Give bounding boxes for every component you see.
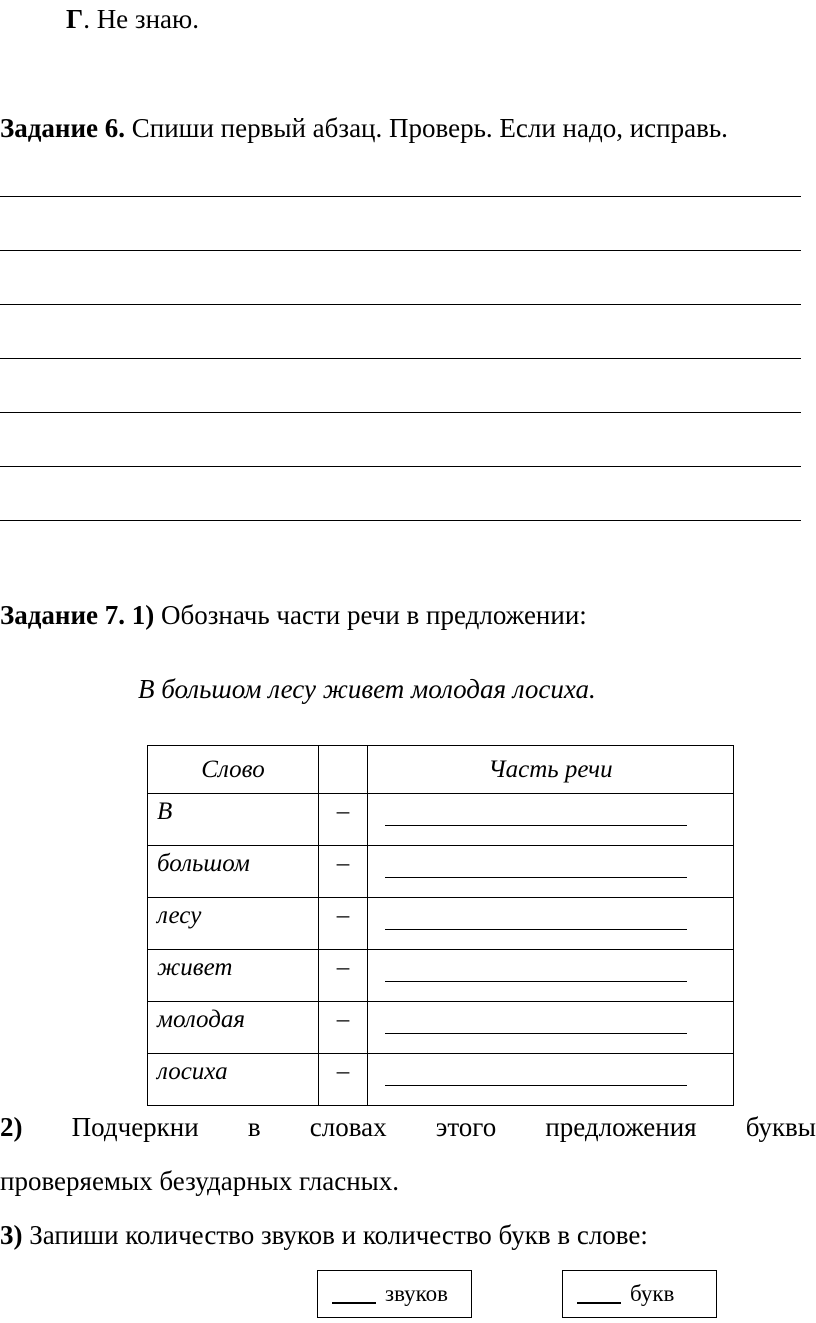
option-g-letter: Г <box>66 4 84 34</box>
writing-line[interactable] <box>0 358 801 359</box>
answer-blank[interactable] <box>368 1002 734 1054</box>
answer-blank[interactable] <box>368 846 734 898</box>
writing-line[interactable] <box>0 196 801 197</box>
word-cell: лосиха <box>148 1054 319 1106</box>
task7-part2-line1 <box>0 1112 816 1143</box>
answer-blank[interactable] <box>368 898 734 950</box>
option-g <box>66 4 199 35</box>
dash-cell: – <box>319 794 368 846</box>
letters-blank[interactable] <box>577 1284 621 1304</box>
dash-cell: – <box>319 898 368 950</box>
table-row <box>148 1054 734 1106</box>
task6-heading <box>0 113 728 144</box>
table-row <box>148 794 734 846</box>
sounds-label: звуков <box>385 1281 449 1306</box>
parts-of-speech-table <box>147 745 734 1106</box>
answer-blank[interactable] <box>368 794 734 846</box>
task6-text: Спиши первый абзац. Проверь. Если надо, исправь. <box>125 113 728 143</box>
table-row <box>148 950 734 1002</box>
writing-line[interactable] <box>0 412 801 413</box>
task7-heading <box>0 600 587 631</box>
part2-word: предложения <box>545 1112 697 1142</box>
task6-label: Задание 6. <box>0 113 126 143</box>
header-word: Слово <box>148 746 319 794</box>
answer-blank[interactable] <box>368 950 734 1002</box>
task7-label: Задание 7. 1) <box>0 600 155 630</box>
table-row <box>148 846 734 898</box>
header-empty <box>319 746 368 794</box>
dash-cell: – <box>319 1054 368 1106</box>
word-cell: лесу <box>148 898 319 950</box>
part2-word: этого <box>435 1112 497 1142</box>
part2-word: словах <box>309 1112 387 1142</box>
part2-word: буквы <box>745 1112 816 1142</box>
answer-blank[interactable] <box>368 1054 734 1106</box>
writing-line[interactable] <box>0 520 801 521</box>
part2-word: Подчеркни <box>71 1112 199 1142</box>
word-cell: В <box>148 794 319 846</box>
part2-label: 2) <box>0 1112 23 1142</box>
sounds-blank[interactable] <box>332 1284 376 1304</box>
task7-sentence: В большом лесу живет молодая лосиха. <box>138 674 596 704</box>
table-row <box>148 1002 734 1054</box>
part3-label: 3) <box>0 1220 23 1250</box>
letters-count-box[interactable] <box>562 1270 717 1318</box>
word-cell: большом <box>148 846 319 898</box>
writing-line[interactable] <box>0 304 801 305</box>
table-header-row <box>148 746 734 794</box>
option-g-text: . Не знаю. <box>83 4 199 34</box>
word-cell: живет <box>148 950 319 1002</box>
writing-line[interactable] <box>0 466 801 467</box>
task7-part2-line2: проверяемых безударных гласных. <box>0 1166 400 1196</box>
dash-cell: – <box>319 1002 368 1054</box>
task7-text: Обозначь части речи в предложении: <box>154 600 587 630</box>
dash-cell: – <box>319 846 368 898</box>
letters-label: букв <box>630 1281 675 1306</box>
word-cell: молодая <box>148 1002 319 1054</box>
dash-cell: – <box>319 950 368 1002</box>
header-part-of-speech: Часть речи <box>368 746 734 794</box>
sounds-count-box[interactable] <box>317 1270 472 1318</box>
task7-part3 <box>0 1220 648 1251</box>
table-row <box>148 898 734 950</box>
writing-line[interactable] <box>0 250 801 251</box>
part3-text: Запиши количество звуков и количество букв в слове: <box>22 1220 648 1250</box>
part2-word: в <box>247 1112 261 1142</box>
